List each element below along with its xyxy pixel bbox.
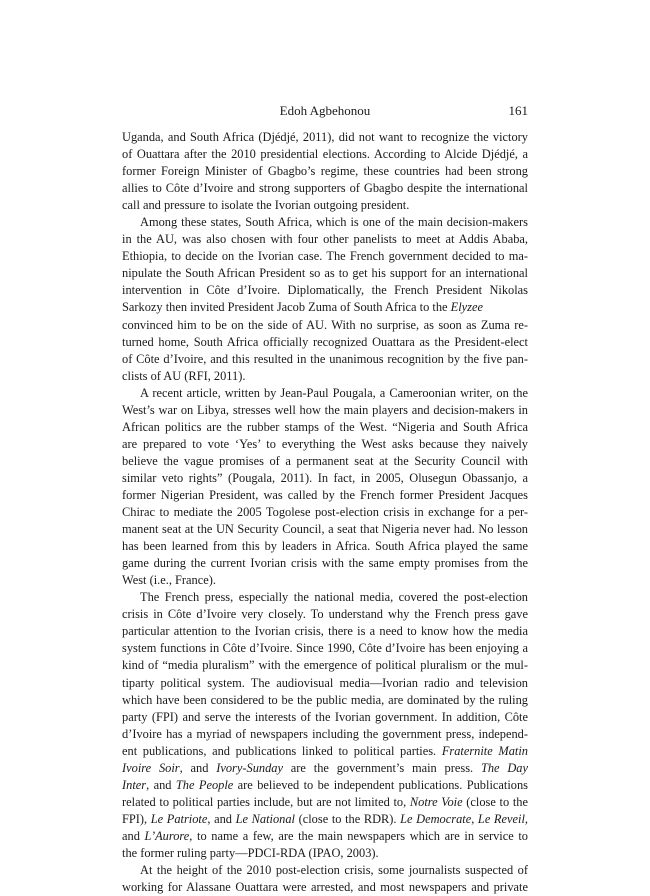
page-number: 161 bbox=[508, 103, 528, 118]
text-line bbox=[122, 811, 528, 828]
text-run: Chirac to mediate the 2005 Togolese post-election crisis in exchange for a per- bbox=[122, 505, 528, 520]
italic-text: Le National bbox=[235, 811, 295, 826]
text-line bbox=[122, 385, 528, 402]
text-line bbox=[122, 726, 528, 743]
italic-text: Ivoire Soir bbox=[122, 760, 180, 775]
text-run: tiparty political system. The audiovisual media—Ivorian radio and television bbox=[122, 675, 528, 690]
text-line bbox=[122, 214, 528, 231]
text-run: call and pressure to isolate the Ivorian outgoing president. bbox=[122, 198, 410, 213]
text-run: d’Ivoire has a myriad of newspapers including the government press, independ- bbox=[122, 726, 528, 741]
text-line bbox=[122, 709, 528, 726]
text-run: similar veto rights” (Pougala, 2011). In fact, in 2005, Olusegun Obassanjo, a bbox=[122, 470, 528, 485]
italic-text: Le Democrate, Le Reveil, bbox=[400, 811, 528, 826]
text-line bbox=[122, 828, 528, 845]
body-text bbox=[122, 129, 528, 896]
text-line bbox=[122, 470, 528, 487]
text-run: of Ouattara after the 2010 presidential elections. According to Alcide Djédjé, a bbox=[122, 147, 528, 162]
italic-text: The People bbox=[175, 777, 234, 792]
text-line bbox=[122, 640, 528, 657]
text-run: ent publications, and publications linked to political parties. bbox=[122, 743, 442, 758]
text-run: convinced him to be on the side of AU. With no surprise, as soon as Zuma re- bbox=[122, 317, 528, 332]
text-run: turned home, South Africa officially recognized Ouattara as the President-elect bbox=[122, 334, 528, 349]
italic-text: Elyzee bbox=[450, 300, 483, 315]
text-line bbox=[122, 538, 528, 555]
running-header bbox=[122, 103, 528, 121]
text-run: and bbox=[122, 828, 145, 843]
text-run: At the height of the 2010 post-election crisis, some journalists suspected of bbox=[140, 863, 528, 878]
text-run: manent seat at the UN Security Council, a seat that Nigeria never had. No lesson bbox=[122, 522, 528, 537]
text-line bbox=[122, 419, 528, 436]
text-line bbox=[122, 777, 528, 794]
text-run: clists of AU (RFI, 2011). bbox=[122, 368, 246, 383]
text-line bbox=[122, 862, 528, 879]
text-run: working for Alassane Ouattara were arrested, and most newspapers and private bbox=[122, 880, 528, 895]
text-line bbox=[122, 504, 528, 521]
text-run: A recent article, written by Jean-Paul Pougala, a Cameroonian writer, on the bbox=[140, 385, 528, 400]
text-run: kind of “media pluralism” with the emergence of political pluralism or the mul- bbox=[122, 658, 528, 673]
text-run: African politics are the rubber stamps of the West. “Nigeria and South Africa bbox=[122, 419, 528, 434]
text-run: , and bbox=[207, 811, 236, 826]
text-line bbox=[122, 180, 528, 197]
text-run: (close to the RDR). bbox=[295, 811, 401, 826]
text-run: Ethiopia, to decide on the Ivorian case. The French government decided to ma- bbox=[122, 249, 528, 264]
text-run: believe the vague promises of a permanent seat at the Security Council with bbox=[122, 453, 528, 468]
text-run: the former ruling party—PDCI-RDA (IPAO, 2003). bbox=[122, 845, 379, 860]
italic-text: Ivory-Sunday bbox=[216, 760, 283, 775]
text-line bbox=[122, 163, 528, 180]
text-run: party (FPI) and serve the interests of the Ivorian government. In addition, Côte bbox=[122, 709, 528, 724]
text-run: in the AU, was also chosen with four other panelists to meet at Addis Ababa, bbox=[122, 232, 528, 247]
text-line bbox=[122, 317, 528, 334]
text-line bbox=[122, 248, 528, 265]
text-line bbox=[122, 657, 528, 674]
text-line bbox=[122, 623, 528, 640]
text-run: The French press, especially the national media, covered the post-election bbox=[140, 590, 528, 605]
text-run: game during the current Ivorian crisis with the same empty promises from the bbox=[122, 556, 528, 571]
text-line bbox=[122, 555, 528, 572]
italic-text: Notre Voie bbox=[409, 794, 463, 809]
text-run: West’s war on Libya, stresses well how the main players and decision-makers in bbox=[122, 402, 528, 417]
text-line bbox=[122, 436, 528, 453]
text-run: , and bbox=[146, 777, 176, 792]
text-line bbox=[122, 334, 528, 351]
text-run: particular attention to the Ivorian crisis, there is a need to know how the media bbox=[122, 624, 528, 639]
text-line bbox=[122, 231, 528, 248]
text-line bbox=[122, 572, 528, 589]
text-line bbox=[122, 299, 528, 316]
text-run: Sarkozy then invited President Jacob Zuma of South Africa to the bbox=[122, 300, 451, 315]
italic-text: L’Aurore, bbox=[144, 828, 193, 843]
text-run: , and bbox=[179, 760, 217, 775]
text-line bbox=[122, 760, 528, 777]
italic-text: Fraternite Matin bbox=[441, 743, 528, 758]
text-line bbox=[122, 402, 528, 419]
text-run: crisis in Côte d’Ivoire very closely. To understand why the French press gave bbox=[122, 607, 528, 622]
text-run: allies to Côte d’Ivoire and strong supporters of Gbagbo despite the international bbox=[122, 181, 528, 196]
text-line bbox=[122, 351, 528, 368]
text-line bbox=[122, 589, 528, 606]
text-line bbox=[122, 197, 528, 214]
text-line bbox=[122, 487, 528, 504]
text-run: which have been considered to be the public media, are dominated by the ruling bbox=[122, 692, 528, 707]
text-run: related to political parties include, but are not limited to, bbox=[122, 794, 410, 809]
text-line bbox=[122, 146, 528, 163]
text-line bbox=[122, 743, 528, 760]
text-line bbox=[122, 282, 528, 299]
running-header-author: Edoh Agbehonou bbox=[279, 103, 371, 118]
text-line bbox=[122, 794, 528, 811]
italic-text: The Day bbox=[480, 760, 528, 775]
italic-text: Le Patriote bbox=[150, 811, 208, 826]
text-line bbox=[122, 692, 528, 709]
text-line bbox=[122, 879, 528, 896]
text-line bbox=[122, 129, 528, 146]
text-run: (close to the bbox=[462, 794, 528, 809]
text-run: has been learned from this by leaders in Africa. South Africa played the same bbox=[122, 539, 528, 554]
text-run: Among these states, South Africa, which is one of the main decision-makers bbox=[140, 215, 528, 230]
italic-text: Inter bbox=[122, 777, 147, 792]
text-run: FPI), bbox=[122, 811, 151, 826]
text-line bbox=[122, 265, 528, 282]
text-run: system functions in Côte d’Ivoire. Since 1990, Côte d’Ivoire has been enjoying a bbox=[122, 641, 528, 656]
text-line bbox=[122, 845, 528, 862]
text-run: former Foreign Minister of Gbagbo’s regime, these countries had been strong bbox=[122, 164, 528, 179]
text-run: West (i.e., France). bbox=[122, 573, 216, 588]
text-run: are prepared to vote ‘Yes’ to everything the West asks because they naively bbox=[122, 436, 528, 451]
text-run: nipulate the South African President so as to get his support for an international bbox=[122, 266, 528, 281]
text-line bbox=[122, 368, 528, 385]
text-line bbox=[122, 675, 528, 692]
text-run: Uganda, and South Africa (Djédjé, 2011), did not want to recognize the victory bbox=[122, 130, 528, 144]
text-run: of Côte d’Ivoire, and this resulted in the unanimous recognition by the five pan- bbox=[122, 351, 528, 366]
text-run: are believed to be independent publications. Publications bbox=[233, 777, 528, 792]
text-run: to name a few, are the main newspapers which are in service to bbox=[192, 828, 528, 843]
text-line bbox=[122, 453, 528, 470]
text-run: former Nigerian President, was called by the French former President Jacques bbox=[122, 487, 528, 502]
text-run: intervention in Côte d’Ivoire. Diplomatically, the French President Nikolas bbox=[122, 283, 528, 298]
text-line bbox=[122, 606, 528, 623]
text-line bbox=[122, 521, 528, 538]
text-run: are the government’s main press. bbox=[282, 760, 481, 775]
